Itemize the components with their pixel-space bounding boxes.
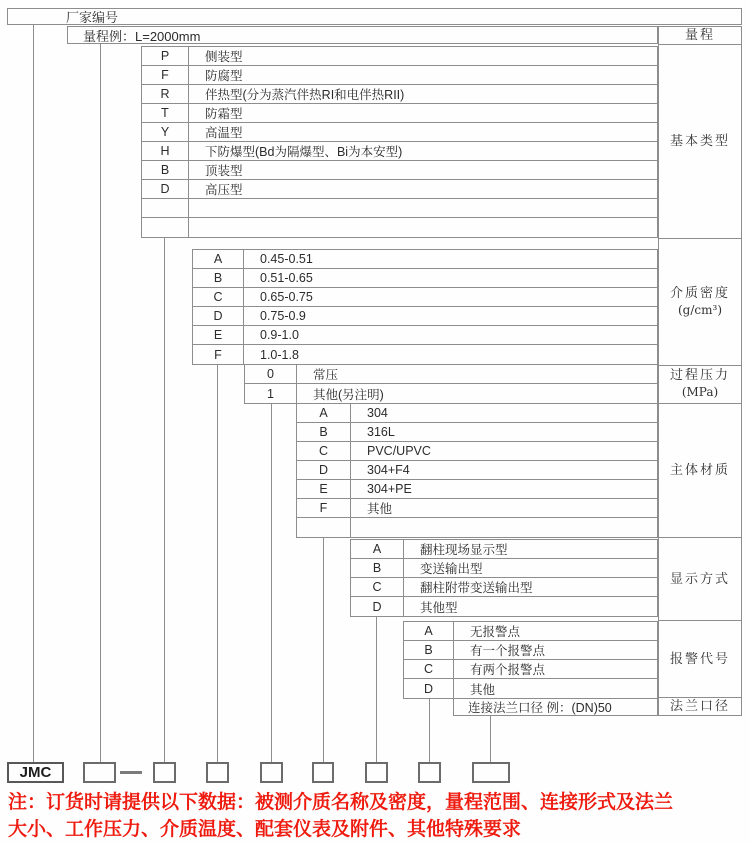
table-row: [142, 66, 657, 85]
code-cell: R: [142, 85, 189, 103]
code-cell: C: [351, 578, 404, 596]
desc-cell: 顶装型: [205, 164, 243, 178]
range-example-label: 量程例：L=2000mm: [83, 28, 201, 44]
table-row: [142, 123, 657, 142]
table-row: [142, 142, 657, 161]
code-box-density: [206, 762, 229, 783]
order-note-line2: 大小、工作压力、介质温度、配套仪表及附件、其他特殊要求: [8, 819, 522, 840]
table-row: [193, 326, 657, 345]
code-cell: H: [142, 142, 189, 160]
desc-cell: 变送输出型: [420, 562, 483, 576]
table-row: [142, 47, 657, 66]
table-row: [245, 384, 657, 403]
model-prefix-box: JMC: [7, 762, 64, 783]
table-row: [193, 269, 657, 288]
code-cell: C: [297, 442, 351, 460]
code-cell: B: [297, 423, 351, 441]
order-note: [8, 789, 748, 843]
pressure-table: [244, 364, 658, 404]
display-mode-table: [350, 539, 658, 617]
code-cell: 0: [245, 365, 297, 383]
stem-flange: [490, 716, 491, 762]
code-cell: F: [297, 499, 351, 517]
code-cell: D: [404, 679, 454, 698]
table-row: [142, 218, 657, 237]
code-cell: B: [404, 641, 454, 659]
dash-separator: [120, 771, 142, 774]
table-row: [142, 161, 657, 180]
table-row: [404, 660, 657, 679]
code-cell: E: [297, 480, 351, 498]
code-box-range: [83, 762, 116, 783]
material-table: [296, 403, 658, 538]
desc-cell: PVC/UPVC: [367, 444, 431, 458]
desc-cell: 无报警点: [470, 625, 521, 639]
code-cell: C: [193, 288, 244, 306]
table-row: [193, 307, 657, 326]
table-row: [142, 180, 657, 199]
desc-cell: 304+F4: [367, 463, 410, 477]
desc-cell: 316L: [367, 425, 395, 439]
code-cell: [297, 518, 351, 537]
code-cell: B: [142, 161, 189, 179]
table-row: [297, 518, 657, 537]
code-cell: [142, 199, 189, 217]
flange-row: [453, 698, 658, 716]
stem-alarm: [429, 699, 430, 762]
stem-material: [323, 538, 324, 762]
table-row: [297, 404, 657, 423]
desc-cell: 高温型: [205, 126, 243, 140]
table-row: [297, 461, 657, 480]
code-cell: T: [142, 104, 189, 122]
code-cell: E: [193, 326, 244, 344]
stem-pressure: [271, 404, 272, 762]
alarm-code-table: [403, 621, 658, 699]
desc-cell: 0.65-0.75: [260, 290, 313, 304]
basic-type-table: [141, 46, 658, 238]
table-row: [297, 442, 657, 461]
code-cell: Y: [142, 123, 189, 141]
stem-display: [376, 617, 377, 762]
code-cell: D: [193, 307, 244, 325]
table-row: [404, 641, 657, 660]
table-row: [351, 578, 657, 597]
desc-cell: 其他: [367, 502, 393, 516]
code-cell: F: [142, 66, 189, 84]
table-row: [404, 679, 657, 698]
stem-basic-type: [164, 238, 165, 762]
table-row: [351, 597, 657, 616]
desc-cell: [189, 218, 657, 237]
table-row: [193, 345, 657, 364]
table-row: [351, 559, 657, 578]
label-range: 量程: [659, 27, 741, 45]
range-example-row: [67, 26, 658, 44]
desc-cell: [351, 518, 657, 537]
desc-cell: 304+PE: [367, 482, 412, 496]
desc-cell: 侧装型: [205, 50, 243, 64]
desc-cell: 伴热型(分为蒸汽伴热RI和电伴热RII): [205, 88, 405, 102]
code-cell: F: [193, 345, 244, 364]
desc-cell: 0.51-0.65: [260, 271, 313, 285]
code-cell: B: [193, 269, 244, 287]
table-row: [142, 85, 657, 104]
code-box-material: [312, 762, 334, 783]
desc-cell: 翻柱现场显示型: [420, 543, 508, 557]
label-flange: 法兰口径: [669, 699, 730, 714]
code-cell: 1: [245, 384, 297, 403]
table-row: [297, 423, 657, 442]
label-display: 显示方式: [659, 538, 741, 621]
manufacturer-row: [7, 8, 742, 25]
code-cell: C: [404, 660, 454, 678]
table-row: [297, 499, 657, 518]
code-cell: A: [193, 250, 244, 268]
code-box-basic-type: [153, 762, 176, 783]
code-cell: A: [404, 622, 454, 640]
stem-manufacturer: [33, 24, 34, 762]
desc-cell: 防腐型: [205, 69, 243, 83]
table-row: [351, 540, 657, 559]
code-cell: D: [351, 597, 404, 616]
table-row: [297, 480, 657, 499]
code-cell: B: [351, 559, 404, 577]
desc-cell: 下防爆型(Bd为隔爆型、Bi为本安型): [205, 145, 403, 159]
desc-cell: 0.45-0.51: [260, 252, 313, 266]
code-box-flange: [472, 762, 510, 783]
table-row: [404, 622, 657, 641]
manufacturer-label: 厂家编号: [66, 10, 119, 25]
label-pressure: 过程压力 (MPa): [659, 366, 741, 405]
code-box-display: [365, 762, 388, 783]
desc-cell: 304: [367, 406, 388, 420]
stem-density: [217, 365, 218, 762]
desc-cell: 防霜型: [205, 107, 243, 121]
desc-cell: 0.9-1.0: [260, 328, 299, 342]
table-row: [193, 288, 657, 307]
desc-cell: [189, 199, 657, 217]
label-basic-type: 基本类型: [659, 45, 741, 239]
desc-cell: 0.75-0.9: [260, 309, 306, 323]
table-row: [193, 250, 657, 269]
flange-text: 连接法兰口径 例：(DN)50: [468, 701, 612, 715]
desc-cell: 有两个报警点: [470, 663, 546, 677]
desc-cell: 1.0-1.8: [260, 347, 299, 362]
table-row: [142, 104, 657, 123]
desc-cell: 有一个报警点: [470, 644, 546, 658]
desc-cell: 高压型: [205, 183, 243, 197]
desc-cell: 常压: [313, 368, 339, 382]
category-label-column: [658, 26, 742, 716]
table-row: [454, 699, 657, 715]
table-row: [245, 365, 657, 384]
code-cell: [142, 218, 189, 237]
order-note-line1: 注：订货时请提供以下数据：被测介质名称及密度，量程范围、连接形式及法兰: [8, 792, 674, 813]
desc-cell: 其他型: [420, 600, 458, 615]
code-cell: A: [297, 404, 351, 422]
table-row: [142, 199, 657, 218]
label-density: 介质密度 (g/cm³): [659, 239, 741, 366]
code-cell: A: [351, 540, 404, 558]
code-cell: P: [142, 47, 189, 65]
code-cell: D: [142, 180, 189, 198]
density-table: [192, 249, 658, 365]
desc-cell: 翻柱附带变送输出型: [420, 581, 533, 595]
code-box-alarm: [418, 762, 441, 783]
label-material: 主体材质: [659, 404, 741, 538]
stem-range: [100, 43, 101, 762]
code-box-pressure: [260, 762, 283, 783]
label-alarm: 报警代号: [659, 621, 741, 698]
desc-cell: 其他(另注明): [313, 387, 384, 402]
desc-cell: 其他: [470, 682, 496, 697]
code-cell: D: [297, 461, 351, 479]
